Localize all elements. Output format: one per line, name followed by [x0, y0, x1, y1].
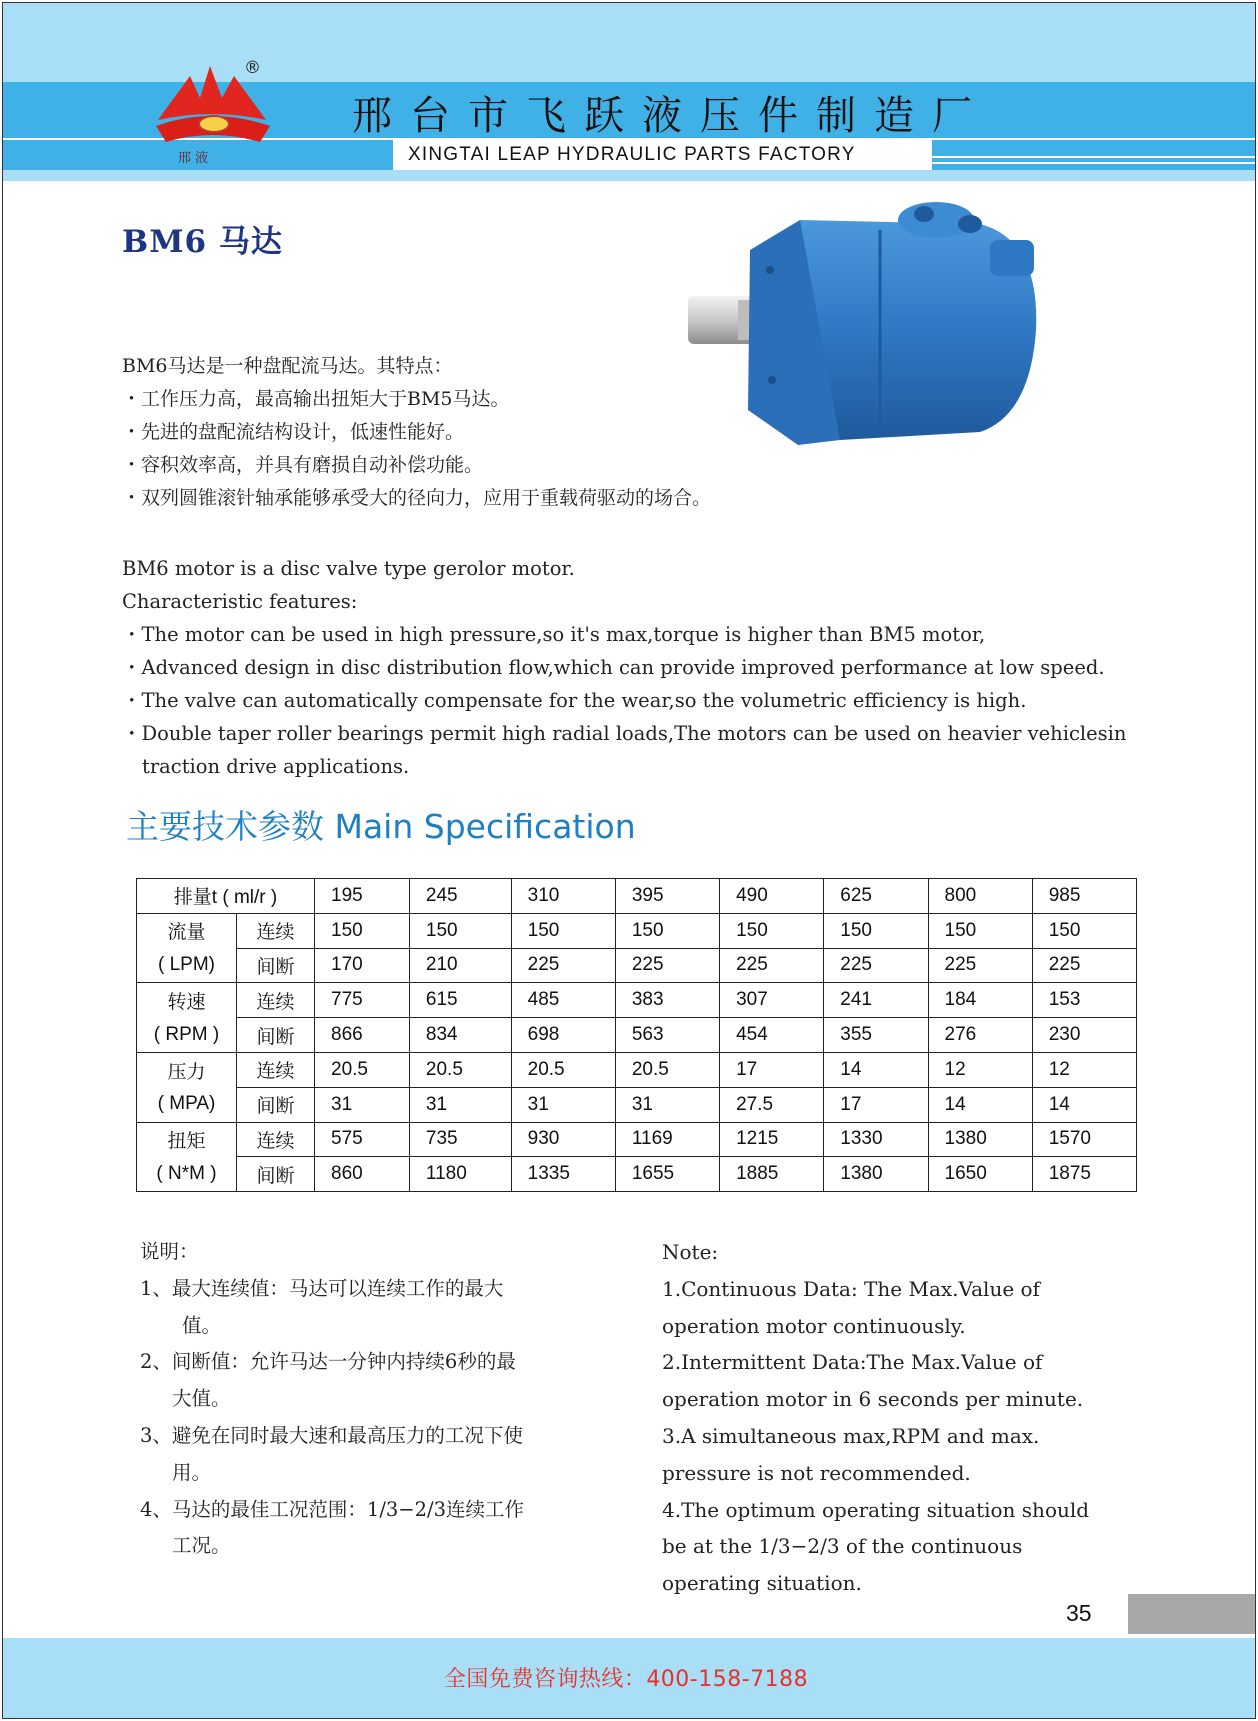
notes-en-line: 1.Continuous Data: The Max.Value of: [662, 1276, 1040, 1301]
spec-heading: 主要技术参数 Main Specification: [126, 807, 636, 846]
param-unit: ( LPM): [137, 948, 237, 983]
company-name-cn: 邢台市飞跃液压件制造厂: [352, 93, 990, 139]
table-cell: 230: [1032, 1018, 1136, 1053]
table-row: [137, 1157, 1137, 1192]
header-stripe: [932, 162, 1255, 164]
intermittent-label: 间断: [237, 1087, 315, 1122]
intro-cn-bullet: ・双列圆锥滚针轴承能够承受大的径向力，应用于重载荷驱动的场合。: [122, 487, 712, 509]
table-cell: 310: [511, 879, 615, 914]
header-band-right: [932, 140, 1255, 170]
table-cell: 575: [315, 1122, 410, 1157]
table-cell: 1875: [1032, 1157, 1136, 1192]
company-logo: [148, 62, 278, 170]
intro-en-subhead: Characteristic features:: [122, 590, 358, 613]
table-cell: 930: [511, 1122, 615, 1157]
intro-en-bullet: ・Advanced design in disc distribution flow,which can provide improved performance at low speed.: [122, 656, 1105, 679]
intro-cn-lead: BM6马达是一种盘配流马达。其特点：: [122, 355, 453, 377]
table-row: [137, 1087, 1137, 1122]
param-name: 转速: [137, 983, 237, 1018]
notes-cn-line: 4、马达的最佳工况范围：1/3−2/3连续工作: [140, 1497, 525, 1521]
table-row: [137, 913, 1137, 948]
table-cell: 775: [315, 983, 410, 1018]
table-cell: 800: [928, 879, 1032, 914]
notes-en-line: be at the 1/3−2/3 of the continuous: [662, 1534, 1023, 1559]
notes-en-line: 2.Intermittent Data:The Max.Value of: [662, 1350, 1043, 1375]
table-cell: 27.5: [720, 1087, 824, 1122]
intro-en: [122, 552, 1126, 783]
table-cell: 1169: [615, 1122, 719, 1157]
table-cell: 1655: [615, 1157, 719, 1192]
notes-en-line: operating situation.: [662, 1571, 862, 1596]
intro-en-bullet-continuation: traction drive applications.: [142, 755, 410, 778]
table-cell: 14: [824, 1052, 928, 1087]
table-cell: 860: [315, 1157, 410, 1192]
table-cell: 834: [409, 1018, 511, 1053]
intermittent-label: 间断: [237, 1018, 315, 1053]
table-cell: 454: [720, 1018, 824, 1053]
table-cell: 225: [824, 948, 928, 983]
intro-cn-bullet: ・先进的盘配流结构设计，低速性能好。: [122, 421, 465, 443]
table-cell: 31: [511, 1087, 615, 1122]
param-name: 扭矩: [137, 1122, 237, 1157]
table-cell: 307: [720, 983, 824, 1018]
table-cell: 1180: [409, 1157, 511, 1192]
table-cell: 150: [928, 913, 1032, 948]
table-cell: 1330: [824, 1122, 928, 1157]
notes-en-heading: Note:: [662, 1240, 719, 1264]
param-unit: ( MPA): [137, 1087, 237, 1122]
table-row: [137, 1052, 1137, 1087]
param-name: 压力: [137, 1052, 237, 1087]
notes-en-line: pressure is not recommended.: [662, 1460, 971, 1485]
param-unit: ( RPM ): [137, 1018, 237, 1053]
table-cell: 150: [511, 913, 615, 948]
notes-cn-line: 值。: [182, 1313, 222, 1337]
page-number-tab: [1128, 1594, 1255, 1634]
displacement-label: 排量t ( ml/r ): [137, 879, 315, 914]
notes-en-line: 3.A simultaneous max,RPM and max.: [662, 1423, 1040, 1448]
page-title: BM6 马达: [122, 224, 283, 260]
param-name: 流量: [137, 913, 237, 948]
table-cell: 225: [1032, 948, 1136, 983]
registered-mark: ®: [244, 58, 261, 78]
table-cell: 225: [928, 948, 1032, 983]
table-cell: 1380: [928, 1122, 1032, 1157]
table-cell: 735: [409, 1122, 511, 1157]
notes-en-line: operation motor in 6 seconds per minute.: [662, 1387, 1084, 1412]
table-cell: 490: [720, 879, 824, 914]
table-cell: 14: [928, 1087, 1032, 1122]
continuous-label: 连续: [237, 1052, 315, 1087]
table-cell: 17: [720, 1052, 824, 1087]
table-cell: 563: [615, 1018, 719, 1053]
notes-cn-line: 2、间断值：允许马达一分钟内持续6秒的最: [140, 1350, 516, 1374]
table-row: [137, 879, 1137, 914]
table-cell: 150: [409, 913, 511, 948]
table-cell: 1335: [511, 1157, 615, 1192]
intro-en-bullet: ・The motor can be used in high pressure,so it's max,torque is higher than BM5 motor,: [122, 623, 986, 646]
footer-hotline: 全国免费咨询热线：400-158-7188: [443, 1667, 809, 1692]
table-cell: 485: [511, 983, 615, 1018]
table-cell: 150: [615, 913, 719, 948]
table-cell: 698: [511, 1018, 615, 1053]
intermittent-label: 间断: [237, 1157, 315, 1192]
table-cell: 17: [824, 1087, 928, 1122]
intro-en-lead: BM6 motor is a disc valve type gerolor motor.: [122, 557, 575, 580]
table-cell: 625: [824, 879, 928, 914]
page-number: 35: [1066, 1600, 1092, 1626]
table-cell: 150: [1032, 913, 1136, 948]
table-cell: 20.5: [511, 1052, 615, 1087]
motor-product-image: [680, 200, 1100, 460]
table-cell: 615: [409, 983, 511, 1018]
table-row: [137, 1018, 1137, 1053]
table-cell: 150: [720, 913, 824, 948]
table-cell: 153: [1032, 983, 1136, 1018]
table-cell: 1570: [1032, 1122, 1136, 1157]
notes-cn-line: 用。: [172, 1460, 212, 1484]
table-cell: 150: [824, 913, 928, 948]
intermittent-label: 间断: [237, 948, 315, 983]
table-cell: 225: [511, 948, 615, 983]
company-name-en: XINGTAI LEAP HYDRAULIC PARTS FACTORY: [408, 144, 856, 165]
table-cell: 1885: [720, 1157, 824, 1192]
notes-cn-line: 大值。: [172, 1387, 231, 1411]
header-stripe: [932, 156, 1255, 158]
continuous-label: 连续: [237, 1122, 315, 1157]
table-cell: 395: [615, 879, 719, 914]
table-cell: 195: [315, 879, 410, 914]
table-cell: 150: [315, 913, 410, 948]
spec-table: [136, 878, 1137, 1192]
table-row: [137, 948, 1137, 983]
notes-cn-line: 工况。: [172, 1534, 231, 1558]
table-cell: 20.5: [615, 1052, 719, 1087]
intro-cn-bullet: ・工作压力高，最高输出扭矩大于BM5马达。: [122, 388, 510, 410]
table-cell: 20.5: [409, 1052, 511, 1087]
logo-text: 邢 液: [178, 151, 209, 166]
intro-en-bullet: ・The valve can automatically compensate for the wear,so the volumetric efficiency is high.: [122, 689, 1027, 712]
intro-en-bullet: ・Double taper roller bearings permit high radial loads,The motors can be used on heavier vehiclesin: [122, 722, 1127, 745]
table-cell: 12: [928, 1052, 1032, 1087]
continuous-label: 连续: [237, 983, 315, 1018]
table-cell: 20.5: [315, 1052, 410, 1087]
table-cell: 276: [928, 1018, 1032, 1053]
notes-en: [662, 1234, 1089, 1602]
notes-cn: [140, 1234, 524, 1565]
table-cell: 225: [720, 948, 824, 983]
table-cell: 866: [315, 1018, 410, 1053]
table-cell: 1380: [824, 1157, 928, 1192]
table-cell: 31: [615, 1087, 719, 1122]
param-unit: ( N*M ): [137, 1157, 237, 1192]
table-cell: 31: [409, 1087, 511, 1122]
continuous-label: 连续: [237, 913, 315, 948]
table-row: [137, 1122, 1137, 1157]
notes-cn-heading: 说明：: [140, 1240, 199, 1263]
notes-cn-line: 1、最大连续值：马达可以连续工作的最大: [140, 1276, 504, 1300]
table-cell: 210: [409, 948, 511, 983]
table-cell: 184: [928, 983, 1032, 1018]
table-row: [137, 983, 1137, 1018]
intro-cn: [122, 350, 711, 515]
table-cell: 1650: [928, 1157, 1032, 1192]
notes-en-line: operation motor continuously.: [662, 1313, 966, 1338]
table-cell: 355: [824, 1018, 928, 1053]
notes-en-line: 4.The optimum operating situation should: [662, 1497, 1090, 1522]
table-cell: 170: [315, 948, 410, 983]
table-cell: 985: [1032, 879, 1136, 914]
table-cell: 1215: [720, 1122, 824, 1157]
table-cell: 225: [615, 948, 719, 983]
table-cell: 241: [824, 983, 928, 1018]
table-cell: 245: [409, 879, 511, 914]
intro-cn-bullet: ・容积效率高，并具有磨损自动补偿功能。: [122, 454, 484, 476]
table-cell: 31: [315, 1087, 410, 1122]
notes-cn-line: 3、避免在同时最大速和最高压力的工况下使: [140, 1423, 523, 1447]
table-cell: 383: [615, 983, 719, 1018]
table-cell: 14: [1032, 1087, 1136, 1122]
table-cell: 12: [1032, 1052, 1136, 1087]
